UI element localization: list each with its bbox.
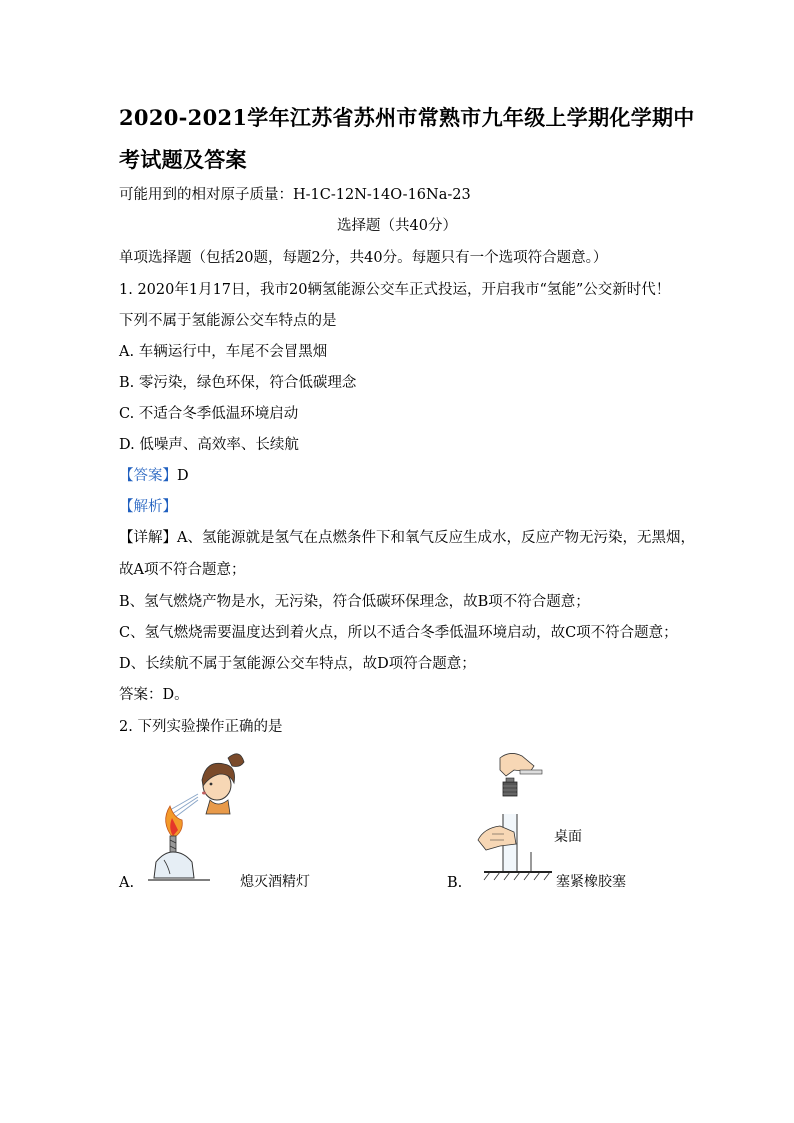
desk-label: 桌面 (554, 829, 582, 845)
q1-stem-line-1: 1. 2020年1月17日，我市20辆氢能源公交车正式投运，开启我市“氢能”公交新时代！ (119, 282, 671, 298)
q2-option-b-letter: B. (447, 875, 463, 891)
detail-line-1 (119, 528, 695, 548)
final-answer-line: 答案：D。 (119, 687, 189, 703)
instructions-line: 单项选择题（包括20题，每题2分，共40分。每题只有一个选项符合题意。） (119, 250, 608, 266)
q1-answer-line (119, 466, 189, 486)
q1-stem-line-2: 下列不属于氢能源公交车特点的是 (119, 313, 337, 329)
q2-option-a-caption: 熄灭酒精灯 (240, 874, 310, 890)
detail-line-4: C、氢气燃烧需要温度达到着火点，所以不适合冬季低温环境启动，故C项不符合题意； (119, 625, 678, 641)
q1-option-d: D. 低噪声、高效率、长续航 (119, 437, 299, 453)
q1-option-b: B. 零污染，绿色环保，符合低碳理念 (119, 375, 357, 391)
detail-text-1: A、氢能源就是氢气在点燃条件下和氧气反应生成水，反应产物无污染，无黑烟， (177, 530, 695, 546)
q2-stem: 2. 下列实验操作正确的是 (119, 719, 283, 735)
analysis-tag: 【解析】 (119, 499, 177, 515)
q1-option-a: A. 车辆运行中，车尾不会冒黑烟 (119, 344, 328, 360)
q2-option-b-caption: 塞紧橡胶塞 (556, 874, 626, 890)
atomic-mass-line: 可能用到的相对原子质量：H-1C-12N-14O-16Na-23 (119, 187, 471, 203)
document-title-line-2: 考试题及答案 (119, 147, 247, 172)
detail-line-5: D、长续航不属于氢能源公交车特点，故D项符合题意； (119, 656, 476, 672)
detail-tag: 【详解】 (119, 530, 177, 546)
blowing-out-alcohol-lamp-illustration (140, 748, 255, 888)
detail-line-2: 故A项不符合题意； (119, 562, 246, 578)
q1-option-c: C. 不适合冬季低温环境启动 (119, 406, 299, 422)
q2-option-a-letter: A. (119, 875, 135, 891)
answer-value: D (177, 468, 189, 484)
insert-rubber-stopper-illustration (470, 748, 570, 883)
detail-line-3: B、氢气燃烧产物是水，无污染，符合低碳环保理念，故B项不符合题意； (119, 594, 590, 610)
answer-tag: 【答案】 (119, 468, 177, 484)
section-heading: 选择题（共40分） (337, 218, 457, 234)
document-title-line-1: 2020-2021学年江苏省苏州市常熟市九年级上学期化学期中 (119, 105, 695, 130)
